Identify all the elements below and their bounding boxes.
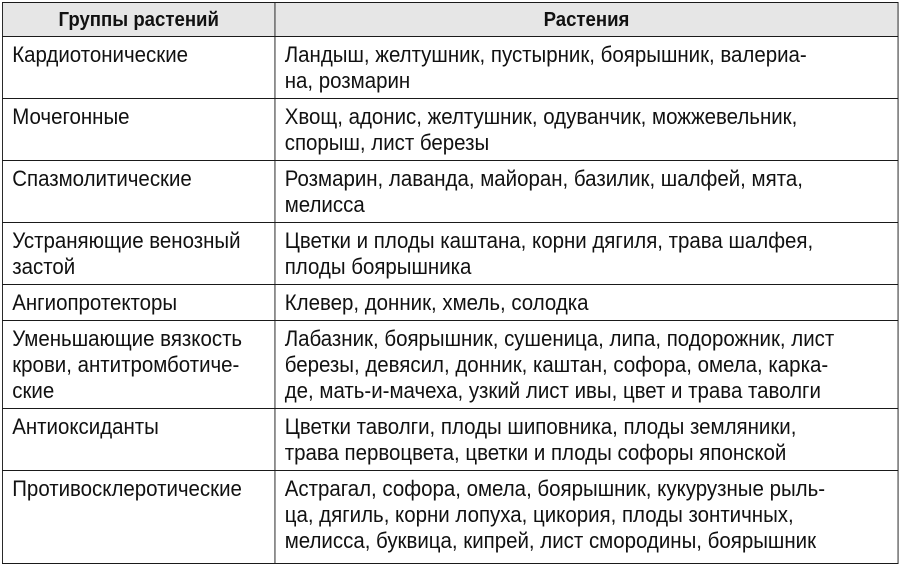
plants-line: на, розмарин xyxy=(284,68,411,93)
plants-line: мелисса xyxy=(284,192,365,217)
plants-line: трава первоцвета, цветки и плоды софоры японской xyxy=(284,440,787,465)
group-line: Антиоксиданты xyxy=(12,414,159,439)
plants-line: Астрагал, софора, омела, боярышник, кукурузные рыль- xyxy=(284,476,826,501)
group-line: Спазмолитические xyxy=(12,166,192,191)
group-cell xyxy=(2,99,274,161)
table-row xyxy=(2,471,898,564)
group-line: Мочегонные xyxy=(12,104,130,129)
group-cell xyxy=(2,409,274,471)
plants-cell xyxy=(275,285,898,321)
table-row xyxy=(2,99,898,161)
plants-cell xyxy=(275,409,898,471)
plants-line: Клевер, донник, хмель, солодка xyxy=(284,290,589,315)
plants-line: Цветки таволги, плоды шиповника, плоды земляники, xyxy=(284,414,797,439)
group-cell xyxy=(2,471,274,564)
plants-cell xyxy=(275,223,898,285)
table-row xyxy=(2,409,898,471)
plants-line: Ландыш, желтушник, пустырник, боярышник, валериа- xyxy=(284,42,807,67)
group-line: Уменьшающие вязкость xyxy=(12,326,243,351)
group-line: застой xyxy=(12,254,76,279)
table-row xyxy=(2,321,898,409)
table-row xyxy=(2,223,898,285)
header-groups: Группы растений xyxy=(2,3,274,37)
group-cell xyxy=(2,285,274,321)
group-line: крови, антитромботиче- xyxy=(12,352,240,377)
plants-cell xyxy=(275,321,898,409)
group-line: Ангиопротекторы xyxy=(12,290,178,315)
plants-line: спорыш, лист березы xyxy=(284,130,490,155)
plants-line: Цветки и плоды каштана, корни дягиля, трава шалфея, xyxy=(284,228,814,253)
group-cell xyxy=(2,37,274,99)
plants-line: Лабазник, боярышник, сушеница, липа, подорожник, лист xyxy=(284,326,835,351)
group-line: Кардиотонические xyxy=(12,42,189,67)
group-line: Устраняющие венозный xyxy=(12,228,241,253)
table-row xyxy=(2,161,898,223)
plants-line: де, мать-и-мачеха, узкий лист ивы, цвет и трава таволги xyxy=(284,378,821,403)
plants-cell xyxy=(275,99,898,161)
plants-cell xyxy=(275,161,898,223)
plants-cell xyxy=(275,471,898,564)
plants-line: ца, дягиль, корни лопуха, цикория, плоды зонтичных, xyxy=(284,502,794,527)
table-row xyxy=(2,37,898,99)
header-row xyxy=(2,3,898,37)
group-cell xyxy=(2,321,274,409)
plants-line: Хвощ, адонис, желтушник, одуванчик, можжевельник, xyxy=(284,104,798,129)
plants-line: мелисса, буквица, кипрей, лист смородины, боярышник xyxy=(284,528,817,553)
table-row xyxy=(2,285,898,321)
plants-line: березы, девясил, донник, каштан, софора, омела, карка- xyxy=(284,352,829,377)
group-line: Противосклеротические xyxy=(12,476,242,501)
group-cell xyxy=(2,223,274,285)
plants-cell xyxy=(275,37,898,99)
group-cell xyxy=(2,161,274,223)
group-line: ские xyxy=(12,378,55,403)
plants-line: плоды боярышника xyxy=(284,254,472,279)
plants-table xyxy=(2,2,899,564)
plants-line: Розмарин, лаванда, майоран, базилик, шалфей, мята, xyxy=(284,166,803,191)
header-plants: Растения xyxy=(275,3,898,37)
